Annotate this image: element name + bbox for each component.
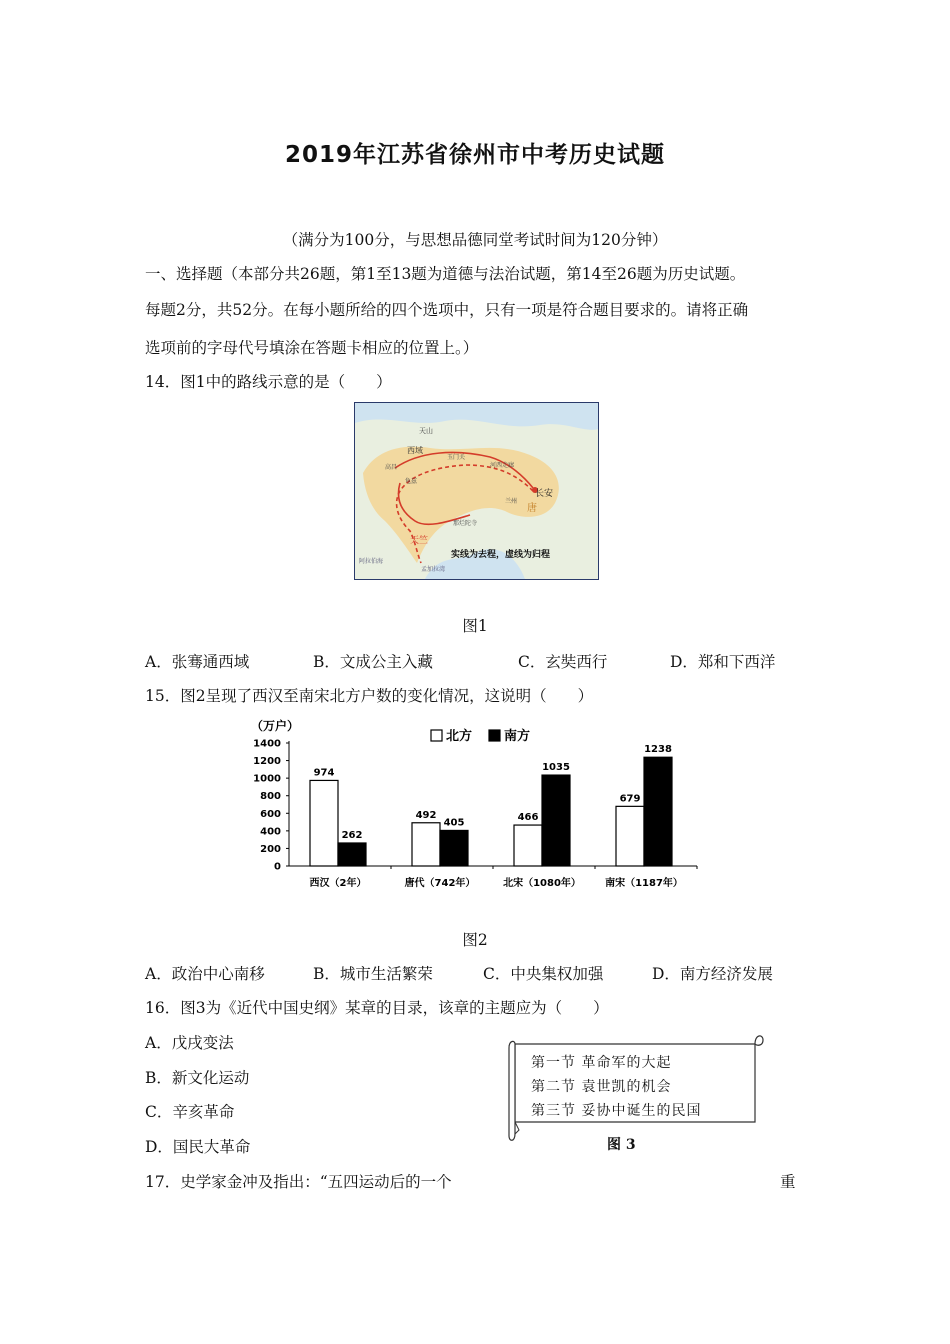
- figure-1-map: [354, 402, 599, 580]
- q14-option-b[interactable]: B．文成公主入藏: [313, 653, 433, 671]
- map-label: 玉门关: [447, 454, 466, 461]
- legend-swatch-north: [431, 730, 442, 741]
- bar-south: [338, 843, 366, 866]
- y-tick-label: 1200: [253, 756, 281, 768]
- q14-option-d[interactable]: D．郑和下西洋: [670, 653, 776, 671]
- map-label: 龟兹: [405, 478, 418, 485]
- bar-south: [542, 775, 570, 866]
- q14-stem: 14．图1中的路线示意的是（ ）: [145, 373, 392, 391]
- data-label: 466: [517, 812, 539, 824]
- q15-stem: 15．图2呈现了西汉至南宋北方户数的变化情况，这说明（ ）: [145, 687, 594, 705]
- legend-label: 南方: [504, 729, 531, 744]
- bar-north: [412, 823, 440, 866]
- q16-option-c[interactable]: C．辛亥革命: [145, 1103, 235, 1121]
- q15-option-b[interactable]: B．城市生活繁荣: [313, 965, 433, 983]
- intro-line-3: 选项前的字母代号填涂在答题卡相应的位置上。）: [145, 339, 479, 357]
- data-label: 405: [443, 817, 465, 829]
- map-label: 兰州: [505, 498, 518, 505]
- bar-north: [616, 806, 644, 866]
- figure-2-caption: 图2: [462, 931, 488, 949]
- data-label: 262: [341, 829, 363, 841]
- figure-2-chart: [245, 716, 705, 896]
- y-tick-label: 800: [260, 791, 281, 803]
- y-tick-label: 1400: [253, 738, 281, 750]
- y-tick-label: 200: [260, 843, 281, 855]
- y-unit-label: （万户）: [251, 719, 300, 733]
- map-label: 那烂陀寺: [453, 520, 478, 527]
- q14-option-a[interactable]: A．张骞通西域: [145, 653, 250, 671]
- bar-north: [310, 780, 338, 866]
- map-label: 天山: [419, 427, 433, 435]
- q14-option-c[interactable]: C．玄奘西行: [518, 653, 608, 671]
- q15-option-a[interactable]: A．政治中心南移: [145, 965, 265, 983]
- x-category-label: 北宋（1080年）: [503, 878, 581, 889]
- map-label: 阿拉伯海: [359, 558, 384, 565]
- intro-line-1: 一、选择题（本部分共26题，第1至13题为道德与法治试题，第14至26题为历史试题。: [145, 265, 746, 283]
- map-label: 天竺: [410, 536, 429, 546]
- legend-swatch-south: [489, 730, 500, 741]
- q16-option-b[interactable]: B．新文化运动: [145, 1069, 250, 1087]
- data-label: 1035: [542, 762, 570, 774]
- legend-label: 北方: [446, 729, 473, 744]
- intro-line-2: 每题2分，共52分。在每小题所给的四个选项中，只有一项是符合题目要求的。请将正确: [145, 301, 749, 319]
- q15-option-c[interactable]: C．中央集权加强: [483, 965, 604, 983]
- scroll-line-1: 第一节 革命军的大起: [531, 1055, 672, 1071]
- x-category-label: 西汉（2年）: [309, 878, 367, 889]
- data-label: 1238: [644, 744, 672, 756]
- data-label: 492: [415, 809, 437, 821]
- q16-stem: 16．图3为《近代中国史纲》某章的目录，该章的主题应为（ ）: [145, 999, 609, 1017]
- figure-3-caption: 图 3: [607, 1137, 636, 1153]
- q17-stem: 17．史学家金冲及指出：“五四运动后的一个: [145, 1173, 452, 1191]
- bar-chart-svg: [245, 716, 705, 896]
- map-label: 唐: [527, 503, 537, 514]
- map-label: 高昌: [385, 464, 398, 471]
- scroll-line-3: 第三节 妥协中诞生的民国: [531, 1103, 702, 1119]
- x-category-label: 唐代（742年）: [404, 878, 476, 889]
- map-label: 孟加拉湾: [421, 566, 446, 573]
- q16-option-a[interactable]: A．戊戌变法: [145, 1034, 234, 1052]
- scroll-roll-right: [755, 1036, 763, 1045]
- figure-3-scroll: [505, 1030, 765, 1160]
- bar-south: [644, 757, 672, 866]
- map-label: 长安: [535, 489, 554, 499]
- bar-north: [514, 825, 542, 866]
- y-tick-label: 0: [274, 861, 281, 873]
- y-tick-label: 1000: [253, 773, 281, 785]
- q15-option-d[interactable]: D．南方经济发展: [652, 965, 773, 983]
- y-tick-label: 400: [260, 826, 281, 838]
- bar-south: [440, 830, 468, 866]
- data-label: 679: [619, 793, 641, 805]
- y-tick-label: 600: [260, 808, 281, 820]
- scroll-roll-left: [509, 1041, 515, 1140]
- map-label: 河西走廊: [490, 462, 515, 469]
- data-label: 974: [313, 767, 335, 779]
- route-map-svg: [355, 403, 598, 579]
- scroll-line-2: 第二节 袁世凯的机会: [531, 1079, 672, 1095]
- q16-option-d[interactable]: D．国民大革命: [145, 1138, 251, 1156]
- x-category-label: 南宋（1187年）: [605, 878, 683, 889]
- map-label: 西域: [407, 446, 423, 455]
- page-title: 2019年江苏省徐州市中考历史试题: [284, 142, 665, 168]
- figure-1-caption: 图1: [462, 617, 488, 635]
- q17-stem-tail: 重: [780, 1173, 796, 1191]
- exam-note: （满分为100分，与思想品德同堂考试时间为120分钟）: [282, 231, 668, 249]
- map-legend-note: 实线为去程，虚线为归程: [451, 550, 551, 560]
